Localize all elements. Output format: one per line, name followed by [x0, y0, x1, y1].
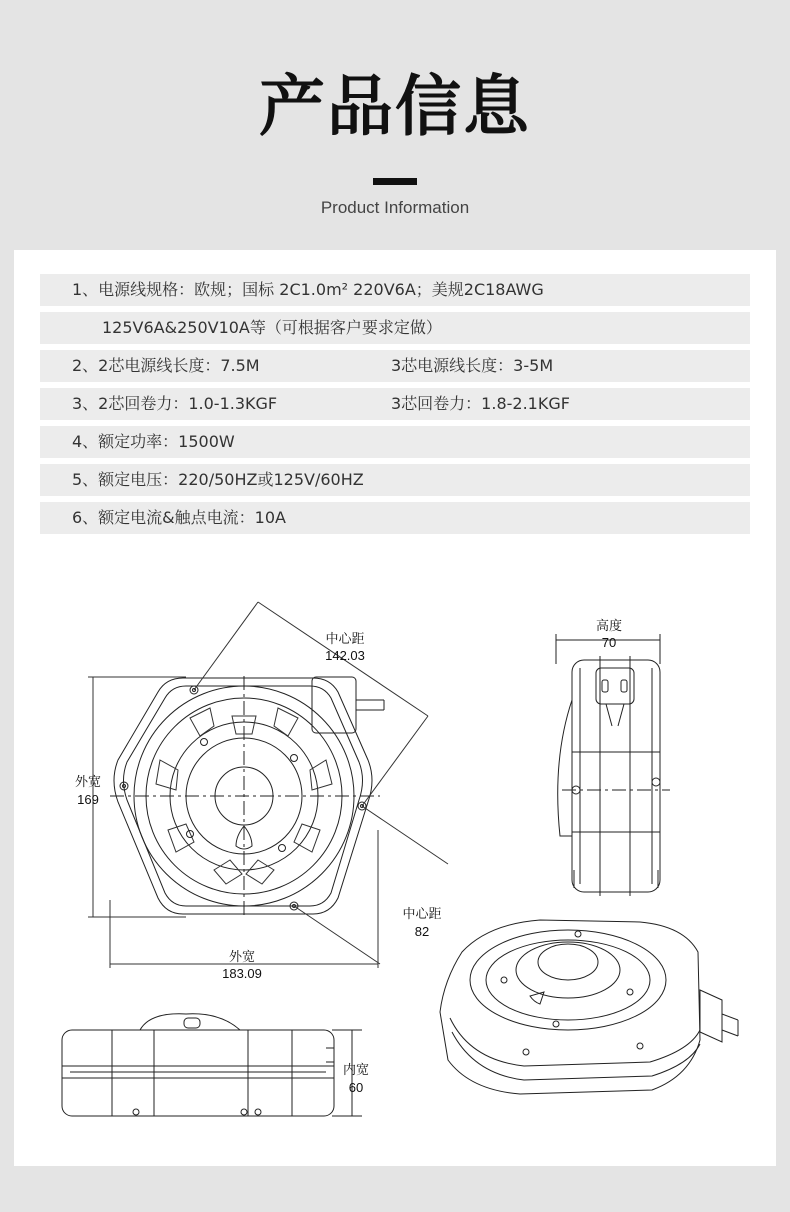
dim-outer-width-vertical-label: 外宽	[74, 774, 102, 789]
dim-center-distance-diag-label: 中心距	[325, 631, 365, 646]
dim-outer-width-horizontal-value: 183.09	[222, 966, 262, 981]
spec-row-1-text: 1、电源线规格：欧规；国标 2C1.0m² 220V6A；美规2C18AWG	[72, 280, 544, 299]
dim-outer-width-horizontal-label: 外宽	[228, 949, 256, 964]
page-subtitle: Product Information	[320, 198, 470, 217]
top-view-dimensions	[88, 602, 448, 968]
reel-top-view	[110, 676, 384, 916]
page-title: 产品信息	[259, 68, 531, 145]
spec-row-2-col1: 2、2芯电源线长度：7.5M	[72, 356, 260, 375]
spec-row-3-col1: 3、2芯回卷力：1.0-1.3KGF	[72, 394, 278, 413]
dim-inner-width-label: 内宽	[342, 1062, 370, 1077]
dim-outer-width-vertical-value: 169	[77, 792, 99, 807]
reel-front-view	[62, 1014, 362, 1116]
spec-row-4-text: 4、额定功率：1500W	[72, 432, 235, 451]
reel-perspective-view	[440, 920, 738, 1094]
dim-inner-width-value: 60	[348, 1080, 364, 1095]
reel-side-view	[556, 634, 670, 896]
dim-center-distance-short-value: 82	[414, 924, 430, 939]
dim-height-label: 高度	[595, 618, 623, 633]
dim-center-distance-short-label: 中心距	[402, 906, 442, 921]
spec-row-3-col2: 3芯回卷力：1.8-2.1KGF	[391, 394, 570, 413]
spec-row-5-text: 5、额定电压：220/50HZ或125V/60HZ	[72, 470, 364, 489]
spec-row-1-cont-text: 125V6A&250V10A等（可根据客户要求定做）	[102, 318, 442, 337]
spec-row-2-col2: 3芯电源线长度：3-5M	[391, 356, 554, 375]
spec-row-6-text: 6、额定电流&触点电流：10A	[72, 508, 286, 527]
dim-height-value: 70	[601, 635, 617, 650]
dim-center-distance-diag-value: 142.03	[325, 648, 365, 663]
